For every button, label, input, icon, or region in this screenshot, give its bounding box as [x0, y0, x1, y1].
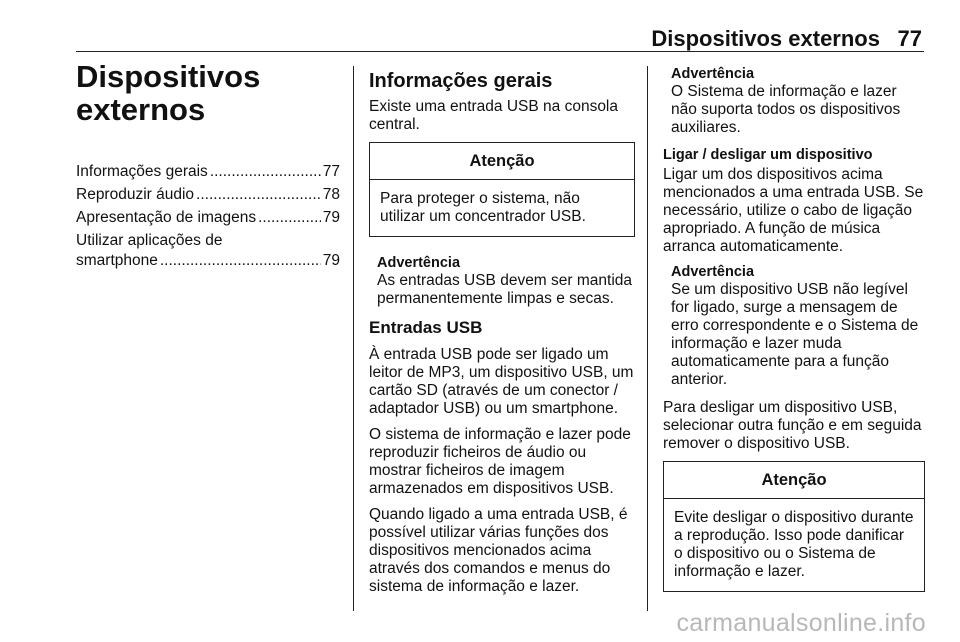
toc-entry-title-line1: Utilizar aplicações de — [76, 232, 223, 249]
note-text: As entradas USB devem ser mantida permanentemente limpas e secas. — [377, 272, 633, 307]
toc-entry-title-line2: smartphone — [76, 252, 158, 269]
subsection-heading: Entradas USB — [369, 318, 483, 337]
note-title: Advertência — [671, 66, 755, 82]
note-block — [663, 66, 925, 137]
watermark: carmanualsonline.info — [676, 609, 926, 637]
note-title: Advertência — [377, 255, 461, 271]
running-header-title: Dispositivos externos — [651, 26, 880, 51]
caution-box — [663, 461, 925, 592]
toc-entry-page: 79 — [322, 252, 340, 269]
toc-leader — [196, 185, 321, 205]
chapter-title-line2: externos — [76, 92, 206, 127]
body-paragraph: Para desligar um dispositivo USB, selecionar outra função e em seguida remover o dispositivo USB. — [663, 399, 922, 452]
caution-title: Atenção — [370, 143, 634, 180]
body-paragraph: Ligar um dos dispositivos acima mencionados a uma entrada USB. Se necessário, utilize o cabo de ligação apropriado. A função de música arranca automaticamente. — [663, 166, 924, 255]
body-paragraph: O sistema de informação e lazer pode reproduzir ficheiros de áudio ou mostrar ficheiros de imagem armazenados em dispositivos USB. — [369, 426, 631, 497]
header-rule — [76, 51, 924, 52]
toc-entry[interactable] — [76, 162, 340, 182]
caution-text: Evite desligar o dispositivo durante a reprodução. Isso pode danificar o dispositivo ou o Sistema de informação e lazer. — [674, 509, 914, 580]
body-paragraph: À entrada USB pode ser ligado um leitor de MP3, um dispositivo USB, um cartão SD (através de um conector / adaptador USB) ou um smartphone. — [369, 346, 634, 417]
right-column — [663, 66, 925, 610]
toc-leader — [160, 251, 321, 271]
toc-entry-title: Apresentação de imagens — [76, 209, 257, 226]
toc-entry[interactable] — [76, 231, 340, 271]
caution-text: Para proteger o sistema, não utilizar um concentrador USB. — [380, 190, 586, 225]
toc-entry-page: 78 — [322, 186, 340, 203]
caution-title: Atenção — [664, 462, 924, 499]
toc-entry-page: 79 — [322, 209, 340, 226]
inline-heading: Ligar / desligar um dispositivo — [663, 147, 873, 163]
note-text: Se um dispositivo USB não legível for ligado, surge a mensagem de erro correspondente e o Sistema de informação e lazer muda automaticamente para a função anterior. — [671, 281, 919, 388]
note-text: O Sistema de informação e lazer não suporta todos os dispositivos auxiliares. — [671, 83, 901, 136]
toc-entry-title: Reproduzir áudio — [76, 186, 195, 203]
toc-entry[interactable] — [76, 185, 340, 205]
toc-leader — [258, 208, 321, 228]
toc-entry[interactable] — [76, 208, 340, 228]
section-heading: Informações gerais — [369, 70, 553, 92]
page-number: 77 — [897, 26, 922, 51]
toc-leader — [210, 162, 321, 182]
note-block — [369, 255, 635, 308]
chapter-title — [76, 60, 340, 126]
body-paragraph: Quando ligado a uma entrada USB, é possível utilizar várias funções dos dispositivos mencionados acima através dos comandos e menus do sistema de informação e lazer. — [369, 506, 628, 595]
note-title: Advertência — [671, 264, 755, 280]
caution-box — [369, 142, 635, 237]
toc-entry-page: 77 — [322, 163, 340, 180]
intro-paragraph: Existe uma entrada USB na consola central. — [369, 98, 618, 133]
column-divider-2 — [647, 66, 648, 611]
middle-column — [369, 66, 635, 604]
column-divider-1 — [353, 66, 354, 611]
left-column — [76, 60, 340, 274]
chapter-title-line1: Dispositivos — [76, 59, 261, 94]
note-block — [663, 264, 925, 389]
toc-entry-title: Informações gerais — [76, 163, 208, 180]
